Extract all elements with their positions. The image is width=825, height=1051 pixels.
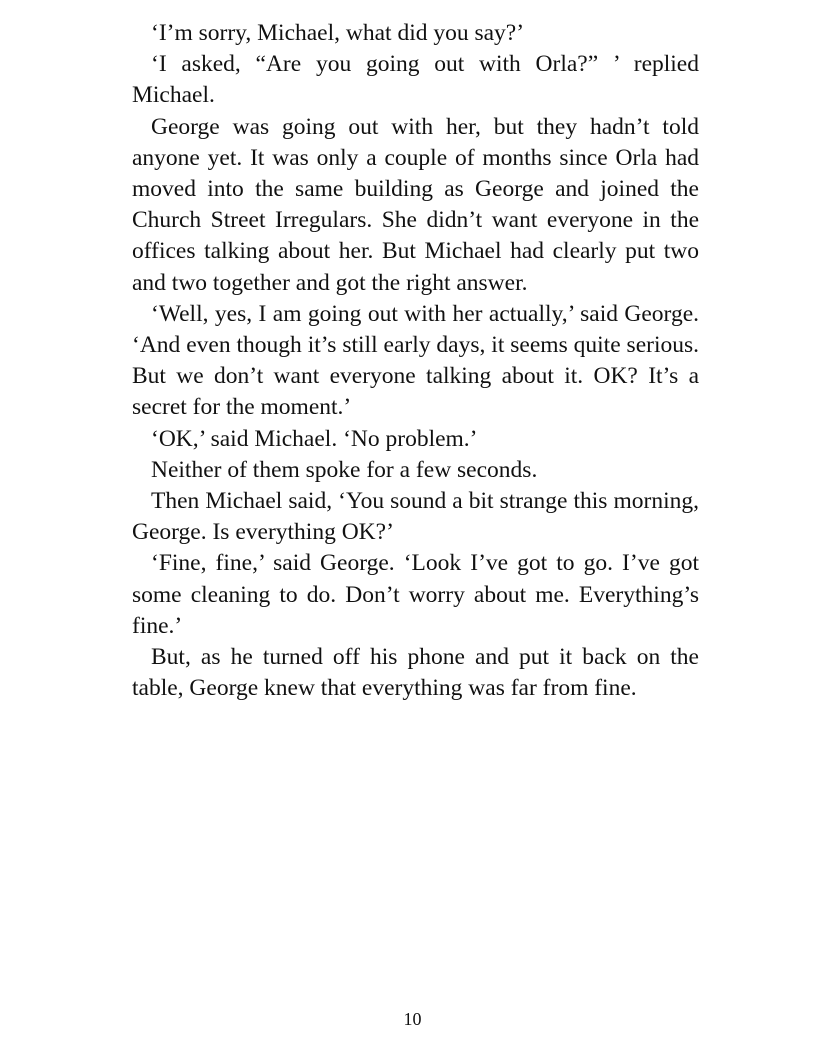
page-body-text bbox=[132, 18, 699, 704]
page-number: 10 bbox=[403, 1009, 422, 1029]
paragraph: But, as he turned off his phone and put it back on the table, George knew that everything was far from fine. bbox=[132, 644, 699, 702]
paragraph: ‘I’m sorry, Michael, what did you say?’ bbox=[151, 20, 525, 46]
paragraph: ‘Well, yes, I am going out with her actually,’ said George. ‘And even though it’s still early days, it seems quite serious. But we don’t want everyone talking about it. OK? It’s a secret for the moment.’ bbox=[132, 300, 699, 421]
paragraph: George was going out with her, but they hadn’t told anyone yet. It was only a couple of months since Orla had moved into the same building as George and joined the Church Street Irregulars. She didn’t want everyone in the offices talking about her. But Michael had clearly put two and two together and got the right answer. bbox=[132, 113, 699, 296]
paragraph: ‘OK,’ said Michael. ‘No problem.’ bbox=[151, 425, 478, 452]
paragraph: ‘Fine, fine,’ said George. ‘Look I’ve got to go. I’ve got some cleaning to do. Don’t worry about me. Everything’s fine.’ bbox=[132, 550, 699, 639]
paragraph: Then Michael said, ‘You sound a bit strange this morning, George. Is everything OK?’ bbox=[132, 488, 699, 546]
paragraph: ‘I asked, “Are you going out with Orla?” ’ replied Michael. bbox=[132, 51, 699, 109]
paragraph: Neither of them spoke for a few seconds. bbox=[151, 456, 538, 483]
